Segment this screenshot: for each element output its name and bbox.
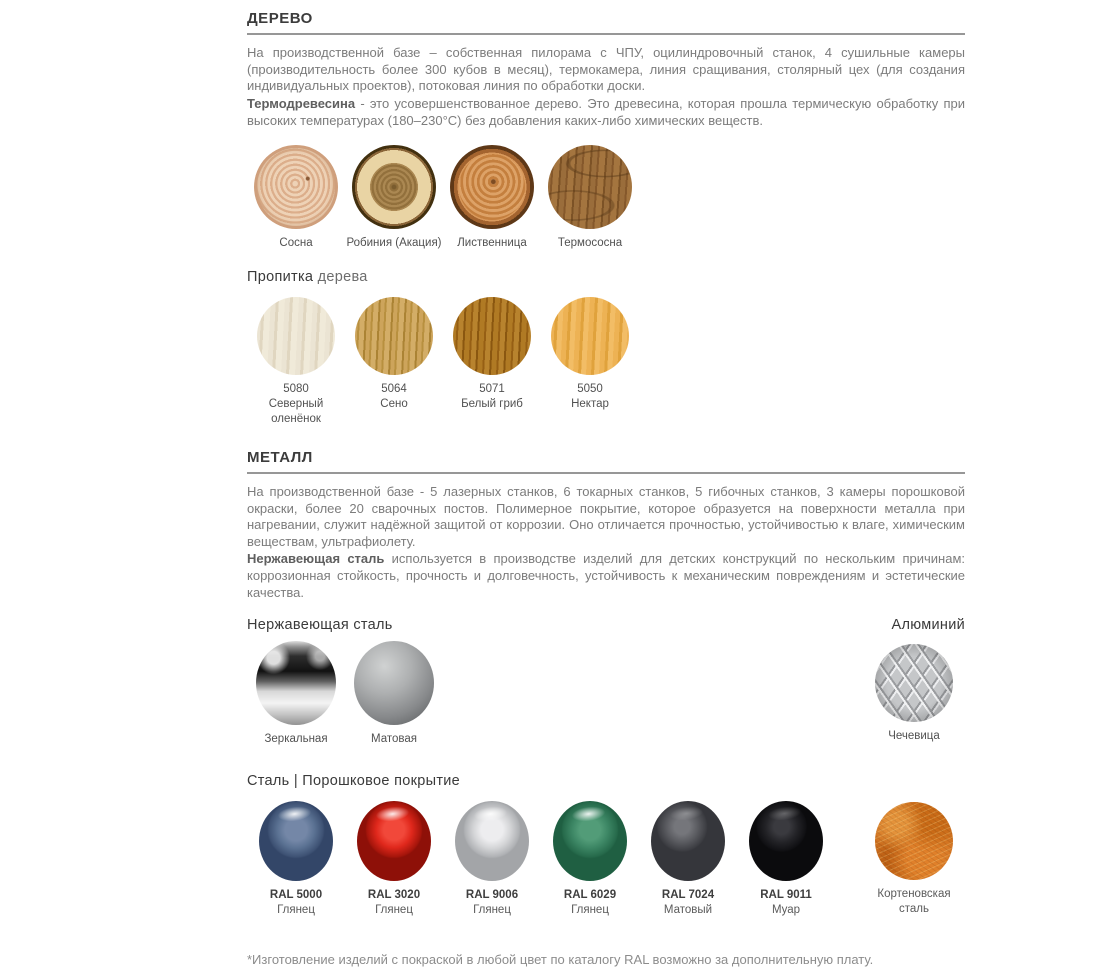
swatch-name: Сено [380,398,408,410]
impregnation-5071 [443,297,541,412]
swatch-label: Лиственница [457,237,527,250]
ral-7024-swatch [651,801,725,881]
lentil-aluminum-swatch [875,644,953,722]
matte-steel-swatch [354,641,434,725]
impregnation-5050-swatch [551,297,629,375]
metal-paragraph-2: Нержавеющая сталь используется в производстве изделий для детских конструкций по нескольким причинам: коррозионная стойкость, прочность и долговечность, устойчивость к механическим повреждениям и эстетические качества. [247,551,965,600]
swatch-finish: Матовый [663,904,713,917]
swatch-code: RAL 6029 [563,889,617,902]
swatch-code: RAL 3020 [367,889,421,902]
swatch-label: Кортеновская сталь [877,888,951,916]
swatch-code: 5050 [577,383,603,396]
impregnation-5064-swatch [355,297,433,375]
swatch-name: Белый гриб [461,398,523,410]
stainless-term: Нержавеющая сталь [247,551,385,567]
stainless-steel-title: Нержавеющая сталь [247,617,393,634]
swatch-finish: Муар [771,904,801,917]
impregnation-5080 [247,297,345,427]
aluminum-lentil [863,641,965,744]
swatch-label: Робиния (Акация) [346,237,442,250]
wood-paragraph-1: На производственной базе – собственная пилорама с ЧПУ, оцилиндровочный станок, 4 сушильные камеры (производительность более 300 кубов в месяц), термокамера, линия сращивания, столярный цех (для создания индивидуальных проектов), потоковая линия по обработки доски. [247,45,965,94]
larch-wood-swatch [450,145,534,229]
swatch-code: 5071 [479,383,505,396]
wood-species-row [247,145,965,251]
thermopine-wood-swatch [548,145,632,229]
swatch-code: RAL 9006 [465,889,519,902]
ral-6029-swatch [553,801,627,881]
wood-species-robinia [345,145,443,251]
ral-3020 [345,801,443,918]
stainless-aluminum-row [247,641,965,747]
swatch-finish: Глянец [473,904,511,917]
ral-5000-swatch [259,801,333,881]
wood-species-thermopine [541,145,639,251]
ral-9011-swatch [749,801,823,881]
stainless-matte [345,641,443,747]
ral-9006 [443,801,541,918]
wood-species-pine [247,145,345,251]
impregnation-5071-swatch [453,297,531,375]
mirror-steel-swatch [256,641,336,725]
corten-steel [863,801,965,917]
swatch-finish: Глянец [375,904,413,917]
impregnation-5080-swatch [257,297,335,375]
wood-section-divider [247,33,965,35]
wood-impregnation-row [247,297,965,427]
swatch-label: Чечевица [888,730,940,743]
powder-coating-row [247,801,965,918]
wood-paragraph-2: Термодревесина - это усовершенствованное дерево. Это древесина, которая прошла термическую обработку при высоких температурах (180–230°С) без добавления каких-либо химических веществ. [247,95,965,128]
impregnation-5064 [345,297,443,412]
thermowood-term: Термодревесина [247,95,356,111]
swatch-label: Матовая [371,733,417,746]
swatch-label: Сосна [279,237,313,250]
metal-paragraph-1: На производственной базе - 5 лазерных станков, 6 токарных станков, 5 гибочных станков, 3 камеры порошковой окраски, более 20 сварочных постов. Полимерное покрытие, которое образуется на поверхности металла при нагревании, служит надёжной защитой от коррозии. Оно отличается прочностью, устойчивостью к влаге, химическим веществам, ультрафиолету. [247,483,965,549]
swatch-label: Термососна [557,237,623,250]
impregnation-5050 [541,297,639,412]
swatch-code: 5080 [283,383,309,396]
ral-3020-swatch [357,801,431,881]
metal-section-title: МЕТАЛЛ [247,448,313,466]
ral-footnote: *Изготовление изделий с покраской в любой цвет по каталогу RAL возможно за дополнительную плату. [247,952,874,967]
swatch-finish: Глянец [277,904,315,917]
swatch-code: 5064 [381,383,407,396]
swatch-label: Зеркальная [264,733,328,746]
ral-5000 [247,801,345,918]
swatch-name: Нектар [571,398,609,410]
stainless-mirror [247,641,345,747]
ral-9006-swatch [455,801,529,881]
wood-section-title: ДЕРЕВО [247,10,313,27]
metal-subheadings-row [247,617,965,633]
catalog-page [247,0,965,967]
swatch-finish: Глянец [571,904,609,917]
aluminum-title: Алюминий [891,617,965,634]
swatch-name: Северный оленёнок [268,398,324,425]
impregnation-title: Пропитка дерева [247,269,368,286]
powder-coating-title: Сталь | Порошковое покрытие [247,773,461,790]
robinia-wood-swatch [352,145,436,229]
wood-species-larch [443,145,541,251]
pine-wood-swatch [254,145,338,229]
metal-section-divider [247,472,965,474]
swatch-code: RAL 7024 [661,889,715,902]
swatch-code: RAL 5000 [269,889,323,902]
swatch-code: RAL 9011 [760,889,812,902]
ral-6029 [541,801,639,918]
ral-9011 [737,801,835,918]
corten-steel-swatch [875,802,953,880]
ral-7024 [639,801,737,918]
